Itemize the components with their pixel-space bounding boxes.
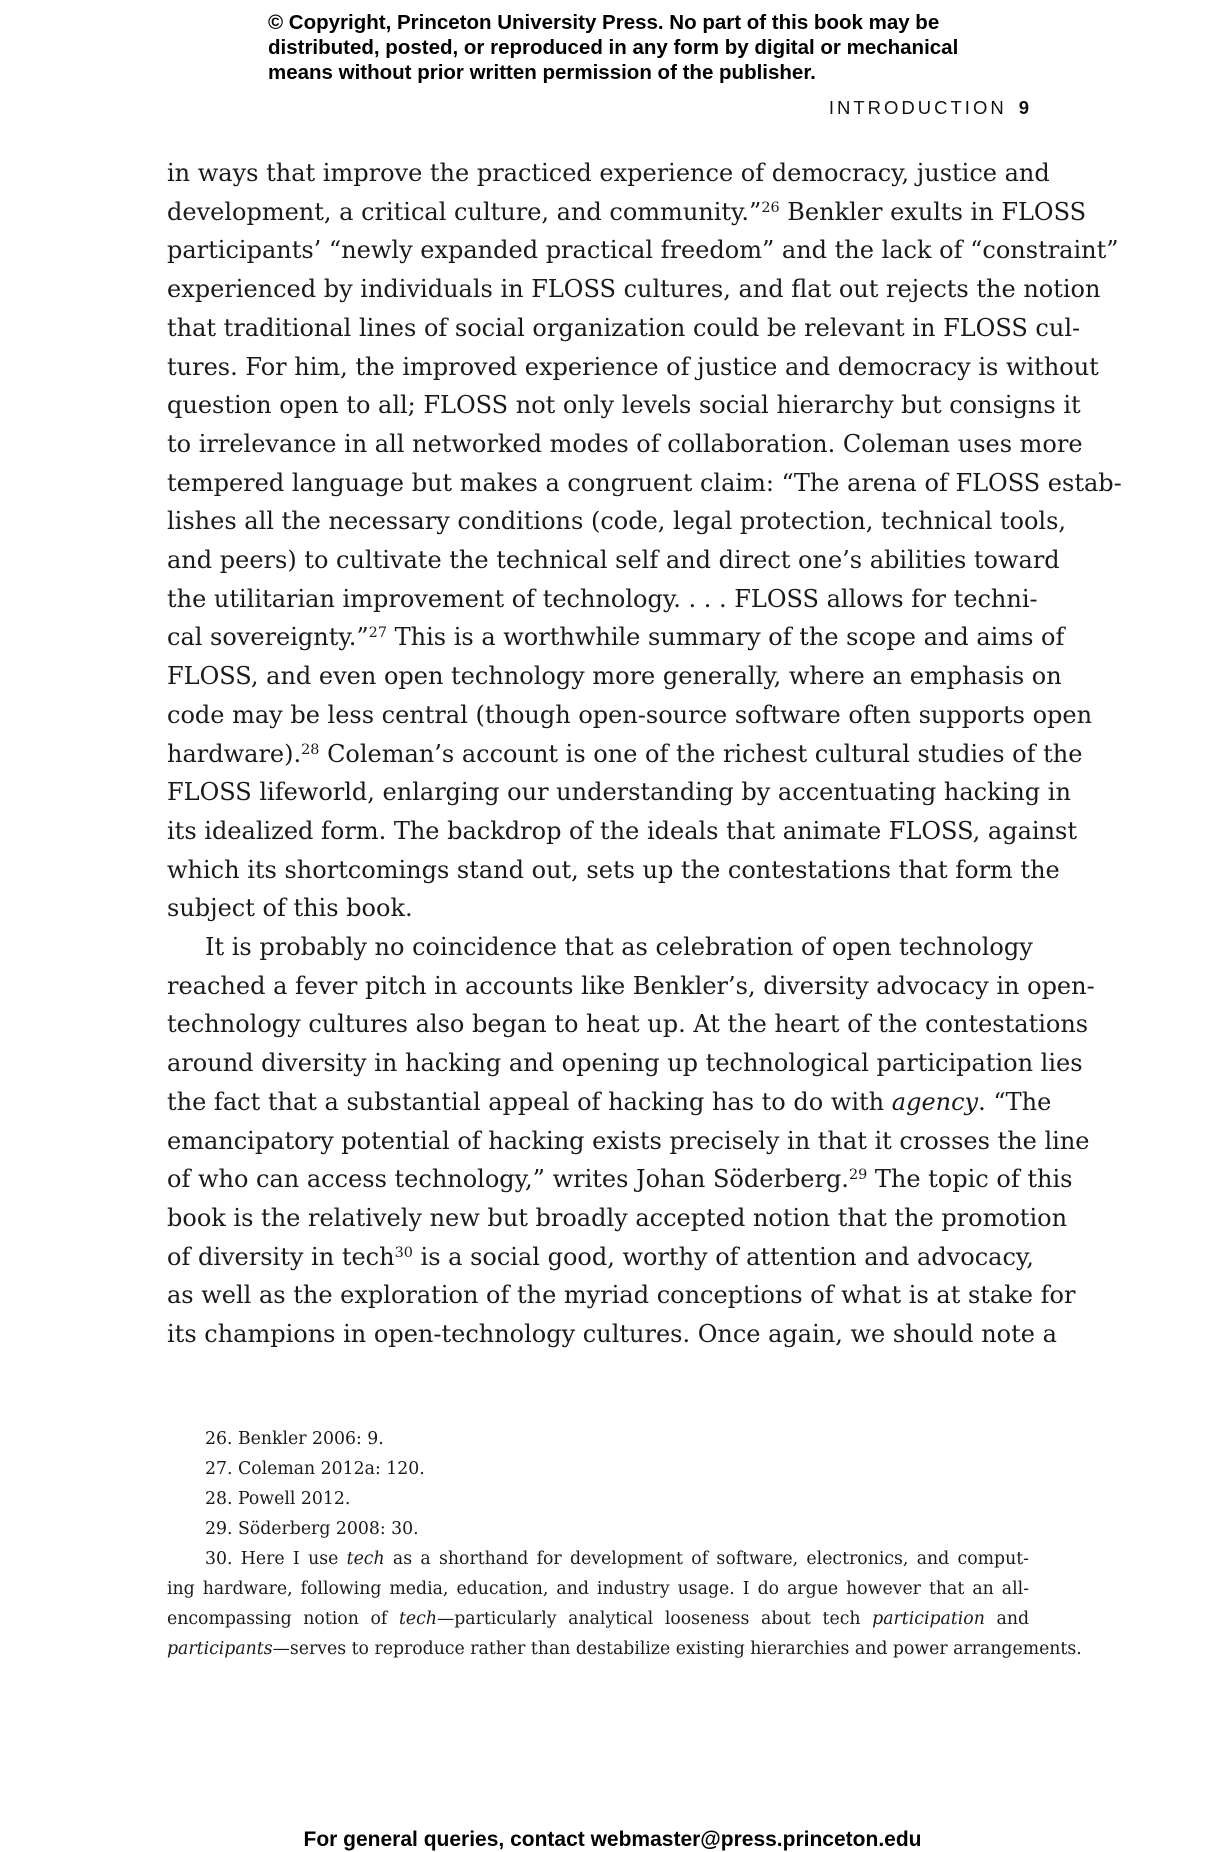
- text-line: that traditional lines of social organization could be relevant in FLOSS cul-: [167, 313, 1081, 342]
- text-line: question open to all; FLOSS not only levels social hierarchy but consigns it: [167, 391, 1081, 420]
- text-line: tures. For him, the improved experience of justice and democracy is without: [167, 352, 1099, 381]
- footnote-line: 30. Here I use tech as a shorthand for development of software, electronics, and comput-: [205, 1549, 1029, 1569]
- text-line: hardware).$^{28}$ Coleman’s account is one of the richest cultural studies of the: [167, 739, 1083, 768]
- copyright-line: means without prior written permission of the publisher.: [268, 61, 816, 84]
- copyright-line: © Copyright, Princeton University Press. No part of this book may be: [268, 11, 940, 34]
- paragraph-2: [167, 928, 1095, 1354]
- footnote-29: 29. Söderberg 2008: 30.: [205, 1519, 419, 1539]
- copyright-notice: [268, 10, 1028, 85]
- text-line: development, a critical culture, and community.”$^{26}$ Benkler exults in FLOSS: [167, 197, 1087, 226]
- footnote-ref-28[interactable]: 28: [301, 741, 320, 758]
- text-line: FLOSS, and even open technology more generally, where an emphasis on: [167, 662, 1062, 691]
- text-line: the utilitarian improvement of technology. . . . FLOSS allows for techni-: [167, 584, 1038, 613]
- text-line: It is probably no coincidence that as celebration of open technology: [205, 933, 1033, 962]
- text-line: FLOSS lifeworld, enlarging our understanding by accentuating hacking in: [167, 778, 1071, 807]
- footnote-ref-27[interactable]: 27: [368, 625, 387, 642]
- text-line: to irrelevance in all networked modes of collaboration. Coleman uses more: [167, 429, 1083, 458]
- text-line: experienced by individuals in FLOSS cultures, and flat out rejects the notion: [167, 275, 1101, 304]
- footnote-27: 27. Coleman 2012a: 120.: [205, 1459, 425, 1479]
- text-line: of who can access technology,” writes Johan Söderberg.$^{29}$ The topic of this: [167, 1165, 1073, 1194]
- text-line: its champions in open-technology cultures. Once again, we should note a: [167, 1320, 1057, 1349]
- body-text: [167, 154, 1122, 1354]
- text-line: book is the relatively new but broadly accepted notion that the promotion: [167, 1203, 1068, 1232]
- running-head: [829, 97, 1029, 119]
- text-line: code may be less central (though open-source software often supports open: [167, 700, 1093, 729]
- text-line: as well as the exploration of the myriad conceptions of what is at stake for: [167, 1281, 1076, 1310]
- footnote-line: encompassing notion of tech—particularly analytical looseness about tech participation and: [167, 1609, 1030, 1629]
- footnote-ref-29[interactable]: 29: [848, 1167, 868, 1184]
- text-line: of diversity in tech$^{30}$ is a social good, worthy of attention and advocacy,: [167, 1242, 1034, 1271]
- copyright-line: distributed, posted, or reproduced in any form by digital or mechanical: [268, 36, 959, 59]
- footnote-line: participants—serves to reproduce rather than destabilize existing hierarchies and power arrangements.: [167, 1639, 1082, 1659]
- emphasis-agency: agency: [891, 1087, 979, 1116]
- text-line: emancipatory potential of hacking exists precisely in that it crosses the line: [167, 1126, 1090, 1155]
- text-line: the fact that a substantial appeal of hacking has to do with agency. “The: [167, 1087, 1052, 1116]
- footnotes: [167, 1424, 1082, 1664]
- footnote-26: 26. Benkler 2006: 9.: [205, 1429, 384, 1449]
- text-line: in ways that improve the practiced experience of democracy, justice and: [167, 159, 1050, 187]
- page-number: 9: [1018, 97, 1029, 118]
- text-line: technology cultures also began to heat up. At the heart of the contestations: [167, 1010, 1089, 1039]
- section-title: INTRODUCTION: [828, 97, 1007, 118]
- text-line: subject of this book.: [167, 894, 413, 923]
- text-line: around diversity in hacking and opening up technological participation lies: [167, 1049, 1083, 1078]
- text-line: lishes all the necessary conditions (code, legal protection, technical tools,: [167, 507, 1067, 536]
- paragraph-1: [167, 154, 1122, 928]
- text-line: tempered language but makes a congruent claim: “The arena of FLOSS estab-: [167, 468, 1122, 497]
- footnote-ref-30[interactable]: 30: [394, 1244, 413, 1261]
- footnote-28: 28. Powell 2012.: [205, 1489, 351, 1509]
- text-line: reached a fever pitch in accounts like Benkler’s, diversity advocacy in open-: [167, 971, 1095, 1000]
- footnote-line: ing hardware, following media, education, and industry usage. I do argue however that an all-: [167, 1579, 1029, 1599]
- text-line: which its shortcomings stand out, sets up the contestations that form the: [167, 855, 1060, 884]
- text-line: participants’ “newly expanded practical freedom” and the lack of “constraint”: [167, 236, 1119, 265]
- text-line: and peers) to cultivate the technical self and direct one’s abilities toward: [167, 546, 1060, 575]
- text-line: its idealized form. The backdrop of the ideals that animate FLOSS, against: [167, 816, 1077, 845]
- footnote-30: [167, 1544, 1082, 1664]
- footer-contact: For general queries, contact webmaster@press.princeton.edu: [303, 1828, 922, 1851]
- footnote-ref-26[interactable]: 26: [761, 199, 780, 216]
- text-line: cal sovereignty.”$^{27}$ This is a worthwhile summary of the scope and aims of: [167, 623, 1065, 652]
